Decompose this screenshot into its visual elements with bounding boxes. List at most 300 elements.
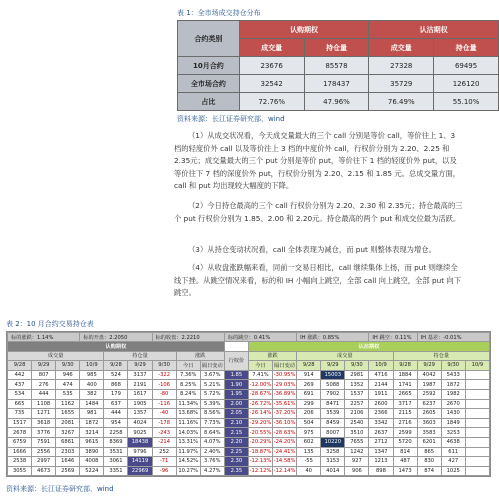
table2-source: 资料来源：长江证券研究部，wind [6, 485, 114, 493]
call-cell: 3618 [32, 418, 56, 428]
table1-source: 资料来源：长江证券研究部，wind [177, 115, 285, 123]
cell: 72.76% [239, 93, 304, 111]
table-row [8, 466, 490, 476]
put-subheader: 今日 [248, 361, 272, 371]
call-subheader: 9/29 [128, 361, 152, 371]
call-cell: 3137 [128, 370, 152, 380]
call-cell: 3.67% [200, 370, 224, 380]
cell: 27328 [369, 57, 434, 75]
call-cell: -71 [152, 457, 176, 467]
put-cell: -29.03% [273, 381, 296, 388]
cell: 178437 [304, 75, 369, 93]
sub-header-row [8, 361, 490, 371]
put-cell: -26.14% [249, 410, 272, 417]
call-cell: 9025 [128, 428, 152, 438]
call-cell: 3890 [80, 447, 104, 457]
put-cell: 1872 [441, 380, 465, 390]
call-cell: 8.24% [176, 389, 200, 399]
info-underlying-change: 标的涨跌：1.14% [8, 333, 80, 342]
call-cell: 5.21% [200, 380, 224, 390]
table-row [8, 380, 490, 390]
october-contract-table [7, 332, 490, 476]
put-cell: 2366 [369, 409, 393, 419]
put-cell: -28.67% [249, 391, 272, 398]
call-cell: -116 [152, 399, 176, 409]
table-row [8, 428, 490, 438]
strike-cell: 2.05 [224, 409, 248, 419]
call-cell: 437 [8, 380, 32, 390]
table-row [8, 409, 490, 419]
call-cell: 2258 [104, 428, 128, 438]
put-cell-empty [465, 418, 489, 428]
put-cell: 1884 [393, 370, 417, 380]
call-cell: 4024 [128, 418, 152, 428]
call-cell: 954 [104, 418, 128, 428]
call-cell: 1357 [128, 409, 152, 419]
col-header: 持仓量 [304, 39, 369, 57]
info-ih-change: IH 涨跌：0.85% [297, 333, 369, 342]
call-cell: 2081 [56, 418, 80, 428]
section-header-row [8, 342, 490, 352]
put-cell-empty [465, 447, 489, 457]
put-cell: 2716 [393, 418, 417, 428]
put-volume-group: 成交量 [297, 351, 393, 361]
call-subheader: 10/9 [80, 361, 104, 371]
table1-caption: 表 1：全市场成交持仓分布 [177, 9, 261, 17]
put-cell: 2981 [345, 370, 369, 380]
call-subheader: 9/30 [152, 361, 176, 371]
call-cell: 534 [8, 389, 32, 399]
strike-cell: 2.35 [224, 466, 248, 476]
cell: 85578 [304, 57, 369, 75]
call-cell: 4673 [32, 466, 56, 476]
call-cell: 3267 [56, 428, 80, 438]
put-cell: 2605 [417, 409, 441, 419]
put-cell: -26.72% [249, 400, 272, 407]
call-cell: 14119 [128, 457, 152, 467]
call-section-header: 认购期权 [8, 342, 225, 352]
call-oi-group: 持仓量 [104, 351, 176, 361]
put-cell: 5720 [393, 437, 417, 447]
put-cell: 4716 [369, 370, 393, 380]
put-cell: 7902 [321, 389, 345, 399]
call-cell: 14.52% [176, 457, 200, 467]
call-cell: 18438 [128, 437, 152, 447]
put-subheader: 9/30 [345, 361, 369, 371]
row-label: 占比 [178, 93, 240, 111]
cell: 23676 [239, 57, 304, 75]
call-cell: 22969 [128, 466, 152, 476]
put-cell: 4638 [441, 437, 465, 447]
put-cell: 2600 [369, 399, 393, 409]
put-cell-empty [465, 428, 489, 438]
put-cell: 3258 [321, 447, 345, 457]
table-row [8, 457, 490, 467]
put-cell: 2637 [369, 428, 393, 438]
put-cell: 487 [393, 457, 417, 467]
put-cell: 504 [297, 418, 321, 428]
october-contract-table-frame [6, 331, 491, 477]
table-row [8, 399, 490, 409]
call-cell: -178 [152, 418, 176, 428]
call-cell: -40 [152, 409, 176, 419]
put-cell: 3253 [441, 428, 465, 438]
call-cell: 1108 [32, 399, 56, 409]
call-cell: 1905 [128, 399, 152, 409]
call-cell: 2191 [128, 380, 152, 390]
call-volume-group: 成交量 [8, 351, 104, 361]
put-cell: 3539 [321, 409, 345, 419]
paragraph-2: （2）今日持仓最高的三个 call 行权价分别为 2.20、2.30 和 2.35元；持仓最高的三个 put 行权价分别为 1.85、2.00 和 2.20元。持仓最高的两个 put 和成交位最为活跃。 [174, 201, 463, 223]
put-cell: -12.12% [249, 468, 272, 475]
call-cell: -322 [152, 370, 176, 380]
strike-cell: 2.15 [224, 428, 248, 438]
put-cell: 1849 [441, 418, 465, 428]
call-cell: 7.73% [200, 418, 224, 428]
put-cell: 2670 [441, 399, 465, 409]
put-cell: -20.55% [249, 429, 272, 436]
call-cell: 444 [32, 389, 56, 399]
call-cell: 14.03% [176, 428, 200, 438]
cell: 76.49% [369, 93, 434, 111]
put-cell: -12.14% [273, 468, 296, 475]
cell: 35729 [369, 75, 434, 93]
put-cell: -12.13% [249, 458, 272, 465]
call-cell: 3214 [80, 428, 104, 438]
strike-cell: 2.30 [224, 457, 248, 467]
col-header: 成交量 [369, 39, 434, 57]
put-cell: 7.41% [248, 370, 272, 380]
put-subheader: 9/28 [393, 361, 417, 371]
call-cell: -243 [152, 428, 176, 438]
put-cell: -14.58% [273, 458, 296, 465]
call-subheader: 9/30 [56, 361, 80, 371]
cell: 55.10% [434, 93, 499, 111]
put-cell: 8471 [321, 399, 345, 409]
put-cell: -30.95% [273, 372, 296, 379]
info-row [8, 333, 490, 342]
call-cell: 2538 [8, 457, 32, 467]
col-header: 成交量 [239, 39, 304, 57]
call-subheader: 今日 [176, 361, 200, 371]
put-subheader: 9/28 [297, 361, 321, 371]
table-row [178, 57, 499, 75]
call-cell: 3776 [32, 428, 56, 438]
call-cell: 276 [32, 380, 56, 390]
call-cell: 985 [80, 370, 104, 380]
put-cell: 299 [297, 399, 321, 409]
put-cell: -18.87% [249, 448, 272, 455]
put-cell: 1741 [393, 380, 417, 390]
call-cell: 8.25% [176, 380, 200, 390]
call-cell: 1646 [56, 457, 80, 467]
call-cell: 807 [32, 370, 56, 380]
call-cell: 946 [56, 370, 80, 380]
call-cell: 11.97% [176, 447, 200, 457]
call-cell: 13.68% [176, 409, 200, 419]
put-cell: -37.20% [273, 410, 296, 417]
table-row [8, 418, 490, 428]
table-row [8, 370, 490, 380]
call-cell: 474 [56, 380, 80, 390]
put-cell: 1347 [369, 447, 393, 457]
market-distribution-table [177, 20, 499, 111]
table-row [8, 389, 490, 399]
put-cell: 2592 [417, 389, 441, 399]
put-cell: 3510 [345, 428, 369, 438]
call-cell: 1162 [56, 399, 80, 409]
call-cell: 7.36% [176, 370, 200, 380]
put-cell: 5088 [321, 380, 345, 390]
call-cell: 9796 [128, 447, 152, 457]
call-cell: 735 [8, 409, 32, 419]
call-cell: 252 [152, 447, 176, 457]
cell: 69495 [434, 57, 499, 75]
put-cell: 1242 [345, 447, 369, 457]
put-cell: -36.10% [273, 420, 296, 427]
call-cell: -106 [152, 380, 176, 390]
table2-caption: 表 2：10 月合约交易持仓表 [6, 320, 94, 328]
put-cell-empty [465, 389, 489, 399]
put-cell: 1982 [441, 389, 465, 399]
put-subheader: 隔日变动 [273, 361, 297, 371]
put-cell: 906 [345, 466, 369, 476]
call-cell: 6861 [56, 437, 80, 447]
paragraph-1: （1）从成交状况看，今天成交量最大的三个 call 分别是等价 call，等价往上 1、3 档的轻度价外 call 以及等价往上 3 档的中度价外 call，行权价分别为 2.20、2.25 和 2.35元；成交量最大的三个 put 分别是等价 put，等价往下 1 档的轻度价外 put，以及等价往下 7 档的深度价外 put，行权价分别为 2.20、2.15 和 1.85 元。总成交量方面，call 和 put 均出现较大幅度的下降。 [174, 131, 461, 191]
call-subheader: 9/29 [32, 361, 56, 371]
row-label: 10月合约 [178, 57, 240, 75]
put-cell: 874 [417, 466, 441, 476]
call-subheader: 9/28 [8, 361, 32, 371]
put-cell-empty [465, 409, 489, 419]
table-row [178, 93, 499, 111]
call-cell: 5.72% [200, 389, 224, 399]
put-change-group: 涨跌 [248, 351, 296, 361]
call-cell: 2569 [56, 466, 80, 476]
put-subheader: 9/29 [417, 361, 441, 371]
put-cell: 830 [417, 457, 441, 467]
col-header: 持仓量 [434, 39, 499, 57]
put-cell: 6237 [417, 399, 441, 409]
put-cell-empty [465, 466, 489, 476]
call-subheader: 9/28 [104, 361, 128, 371]
put-subheader: 10/9 [369, 361, 393, 371]
put-cell-empty [465, 399, 489, 409]
info-underlying-open: 标的开盘：2.2050 [80, 333, 152, 342]
call-cell: 637 [104, 399, 128, 409]
put-cell: 1430 [441, 409, 465, 419]
call-cell: 179 [104, 389, 128, 399]
strike-cell: 2.10 [224, 418, 248, 428]
call-cell: 10.27% [176, 466, 200, 476]
call-cell: 535 [56, 389, 80, 399]
put-cell: 1911 [369, 389, 393, 399]
put-cell: -35.61% [273, 400, 296, 407]
strike-cell: 2.20 [224, 437, 248, 447]
put-cell-empty [465, 437, 489, 447]
call-cell: 3055 [8, 466, 32, 476]
put-cell: -20.29% [249, 439, 272, 446]
row-label: 全市场合约 [178, 75, 240, 93]
put-cell: 5433 [441, 370, 465, 380]
strike-cell: 2.00 [224, 399, 248, 409]
call-cell: 5224 [80, 466, 104, 476]
table-row [8, 447, 490, 457]
put-cell: 2144 [369, 380, 393, 390]
put-cell: 8459 [321, 418, 345, 428]
call-cell: 11.16% [176, 418, 200, 428]
call-cell: 4008 [80, 457, 104, 467]
put-cell: 2599 [393, 428, 417, 438]
call-cell: 2678 [8, 428, 32, 438]
put-section-header: 认沽期权 [248, 342, 489, 352]
cell: 126120 [434, 75, 499, 93]
put-cell: 865 [417, 447, 441, 457]
call-cell: 3.76% [200, 457, 224, 467]
info-underlying-gap: 标的跳空：0.41% [224, 333, 296, 342]
call-cell: 1271 [32, 409, 56, 419]
call-cell: 2303 [56, 447, 80, 457]
call-cell: 1666 [8, 447, 32, 457]
put-oi-group: 持仓量 [393, 351, 490, 361]
put-cell-empty [465, 380, 489, 390]
strike-cell: 1.90 [224, 380, 248, 390]
call-subheader: 隔日变动 [200, 361, 224, 371]
put-cell: 611 [441, 447, 465, 457]
call-cell: 7591 [32, 437, 56, 447]
call-cell: 3061 [104, 457, 128, 467]
group-header-row [8, 351, 490, 361]
put-cell: 1213 [369, 457, 393, 467]
put-cell: 206 [297, 409, 321, 419]
put-cell: 1352 [345, 380, 369, 390]
put-cell: 914 [297, 370, 321, 380]
paragraph-3: （3）从持仓变动状况看，call 全体表现为减仓，而 put 则整体表现为增仓。 [188, 245, 436, 254]
put-cell: 602 [297, 437, 321, 447]
call-cell: 981 [80, 409, 104, 419]
call-cell: 13.31% [176, 437, 200, 447]
call-cell: 9615 [80, 437, 104, 447]
put-cell: 2540 [345, 418, 369, 428]
call-cell: 8.64% [200, 428, 224, 438]
call-cell: 4.27% [200, 466, 224, 476]
call-cell: 6759 [8, 437, 32, 447]
put-cell: 2115 [393, 409, 417, 419]
put-cell: 927 [345, 457, 369, 467]
call-cell: 3351 [104, 466, 128, 476]
put-cell: 1473 [393, 466, 417, 476]
put-cell: 975 [297, 428, 321, 438]
table-row [8, 437, 490, 447]
strike-cell: 1.85 [224, 370, 248, 380]
put-cell: 7655 [345, 437, 369, 447]
call-cell: 665 [8, 399, 32, 409]
put-subheader: 9/29 [321, 361, 345, 371]
call-change-group: 涨跌 [176, 351, 224, 361]
call-cell: 1655 [56, 409, 80, 419]
put-cell-empty [465, 370, 489, 380]
put-cell: 898 [369, 466, 393, 476]
put-cell: 10220 [321, 437, 345, 447]
call-cell: 5.39% [200, 399, 224, 409]
call-cell: 2556 [32, 447, 56, 457]
call-cell: 400 [80, 380, 104, 390]
put-cell: -24.20% [273, 439, 296, 446]
strike-cell: 2.25 [224, 447, 248, 457]
put-cell: -29.20% [249, 420, 272, 427]
put-cell: 3583 [417, 428, 441, 438]
put-cell: 427 [441, 457, 465, 467]
put-cell: 3342 [369, 418, 393, 428]
call-cell: 8.56% [200, 409, 224, 419]
paragraph-4: （4）从收盘涨跌幅来看，同前一交易日相比，call 继续集体上扬，而 put 则继续全线下挫。从跳空情况来看，标的和 IH 小幅向上跳空，全部 call 向上跳空，全部 put 向下跳空。 [174, 263, 462, 298]
put-cell: 135 [297, 447, 321, 457]
put-subheader: 9/30 [441, 361, 465, 371]
put-cell: 4042 [417, 370, 441, 380]
put-cell: 15003 [321, 370, 345, 380]
strike-header: 行权价 [224, 351, 248, 370]
call-group-header: 认购期权 [239, 21, 369, 39]
put-cell: 1025 [441, 466, 465, 476]
put-cell: 269 [297, 380, 321, 390]
put-cell: -36.89% [273, 391, 296, 398]
strike-cell: 1.95 [224, 389, 248, 399]
call-cell: 8369 [104, 437, 128, 447]
call-cell: 382 [80, 389, 104, 399]
put-cell: 2712 [369, 437, 393, 447]
corner-header: 合约类别 [178, 21, 240, 57]
put-cell: 40 [297, 466, 321, 476]
call-cell: 1872 [80, 418, 104, 428]
call-cell: 1617 [128, 389, 152, 399]
call-cell: 442 [8, 370, 32, 380]
strike-spacer [224, 342, 248, 352]
call-cell: 4.07% [200, 437, 224, 447]
call-cell: -96 [152, 466, 176, 476]
call-cell: 2.40% [200, 447, 224, 457]
call-cell: 868 [104, 380, 128, 390]
put-cell-empty [465, 457, 489, 467]
info-underlying-close: 标的收盘：2.2210 [152, 333, 224, 342]
put-cell: -24.41% [273, 448, 296, 455]
put-group-header: 认沽期权 [369, 21, 499, 39]
table-row [178, 75, 499, 93]
call-cell: 444 [104, 409, 128, 419]
call-cell: 1517 [8, 418, 32, 428]
put-cell: 2665 [393, 389, 417, 399]
put-cell: 3603 [417, 418, 441, 428]
put-cell: 2106 [345, 409, 369, 419]
put-cell: 4014 [321, 466, 345, 476]
put-cell: 691 [297, 389, 321, 399]
put-cell: 1537 [345, 389, 369, 399]
call-cell: -80 [152, 389, 176, 399]
info-ih-gap: IH 跳空：0.11% [369, 333, 417, 342]
put-subheader: 10/9 [465, 361, 489, 371]
put-cell: -55 [297, 457, 321, 467]
put-cell: 2257 [345, 399, 369, 409]
put-cell: -12.00% [249, 381, 272, 388]
call-cell: 11.34% [176, 399, 200, 409]
call-cell: 2997 [32, 457, 56, 467]
put-cell: 814 [393, 447, 417, 457]
put-cell: 6201 [417, 437, 441, 447]
call-cell: 3531 [104, 447, 128, 457]
put-cell: 3153 [321, 457, 345, 467]
cell: 47.96% [304, 93, 369, 111]
call-cell: -214 [152, 437, 176, 447]
call-cell: 1484 [80, 399, 104, 409]
